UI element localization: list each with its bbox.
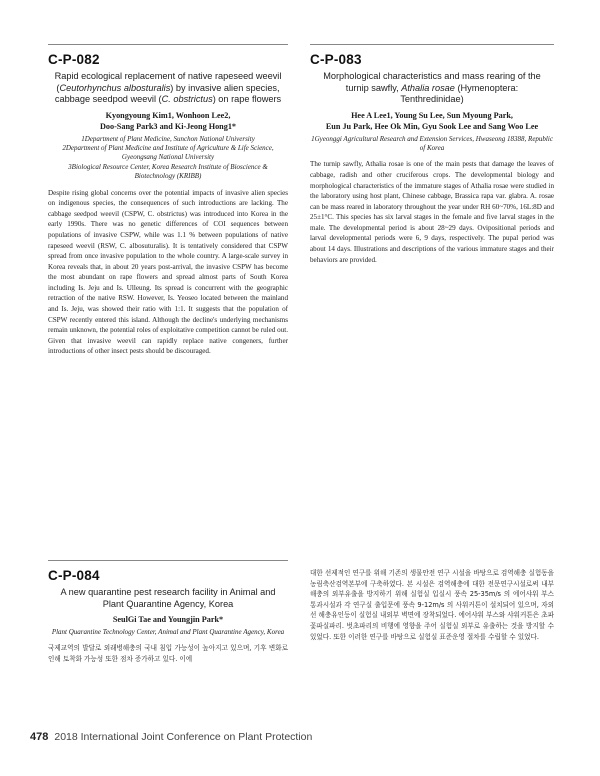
authors-line: Eun Ju Park, Hee Ok Min, Gyu Sook Lee and Sang Woo Lee xyxy=(325,121,539,131)
abstract-body: The turnip sawfly, Athalia rosae is one of the main pests that damage the leaves of cabbage, radish and other cruciferous crops. The developmental biology and morphological characteristics of the immature stages of Athalia rosae were studied in the laboratory using host plant, Chinese cabbage, Brassica rapa var. glabra. A. rosae can be mass reared in laboratory throughout the year under RH 60~70%, 16L:8D and 25±1°C. This species has six larval stages in the female and five larval stages in the male. The developmental period is about 28~29 days. Ovipositional periods and larval developmental periods were 6, 9 days, respectively. The pupal period was about 14 days. Illustrations and descriptions of the various immature stages and their behaviors are provided. xyxy=(310,160,554,264)
title-part-species: Ceutorhynchus albosturalis xyxy=(59,82,171,93)
affiliation: 3Biological Resource Center, Korea Research Institute of Bioscience & Biotechnology (KRIBB) xyxy=(68,162,268,181)
title-part: ) on rape flowers xyxy=(212,94,282,104)
page-number: 478 xyxy=(30,731,49,743)
affiliations xyxy=(48,628,288,637)
abstract-cp083 xyxy=(310,52,554,265)
title-part-species: C. obstrictus xyxy=(161,94,213,104)
affiliations xyxy=(48,135,288,182)
top-rule-left xyxy=(48,44,288,45)
authors-line: SeulGi Tae and Youngjin Park* xyxy=(112,615,224,624)
abstract-cp084-continued xyxy=(310,568,554,642)
affiliation: 2Department of Plant Medicine and Institute of Agriculture & Life Science, Gyeongsang National University xyxy=(62,143,274,162)
abstract-body: Despite rising global concerns over the potential impacts of invasive alien species on indigenous species, the consequences of such introductions are lacking. The cabbage seedpod weevil (CSPW, C. obstrictus) was introduced into Korea in the early 1990s. There was no genetic differences of COI sequences between populations of invasive CSPW, while was 1.1 % between populations of native rapeseed weevil (RSW, C. albosuturalis). It is tentatively considered that CSPW spread from once invasive population to the whole country. A large-scale survey in Korea reveals that, in about 20 years post-arrival, the invasive CSPW has become the most abundant on rape flowers and spread almost parts of South Korea including Is. Jeju and Is. Ulleung. Its spread is concurrent with the geographic retraction of the native RSW. However, Is. Yeoseo located between the mainland and Is. Jeju, was showed their ratio with 1:1. It suggests that the population of CSPW recently entered this island. Although the decline's underlying mechanisms remain unknown, the potential roles of exploitative competition cannot be ruled out. Given that invasive weevil can rapidly replace native congeners, further introductions of other insect pests should be discouraged. xyxy=(48,188,288,356)
abstract-code: C-P-083 xyxy=(310,52,362,67)
abstract-cp082 xyxy=(48,52,288,357)
abstract-title: A new quarantine pest research facility in Animal and Plant Quarantine Agency, Korea xyxy=(60,587,276,609)
title-part: ) by invasive alien species, cabbage seedpod weevil ( xyxy=(54,82,280,104)
affiliations xyxy=(310,135,554,154)
middle-rule xyxy=(48,560,288,561)
authors xyxy=(48,614,288,625)
affiliation: 1Department of Plant Medicine, Sunchon National University xyxy=(81,134,255,143)
page-footer xyxy=(30,731,312,745)
abstract-body-continued: 대한 선제적인 연구를 위해 기존의 생물안전 연구 시설을 바탕으로 검역해충 실험동을 농림축산검역본부에 구축하였다. 본 시설은 검역해충에 대한 전문연구시설로써 내부해충의 외부유출을 방지하기 위해 실험실 입실시 풍속 25-35m/s 의 에어샤워 부스 통과시설과 각 연구실 출입문에 풍속 9-12m/s 의 사워커튼이 설치되어 있으며, 자외선 해충유인등이 실험실 내외부 벽면에 장착되었다. 에어샤워 부스와 샤워커튼은 초파꽃파실파리. 벗초파리의 비행에 영향을 주어 실험실 외부로 유출하는 것을 방지할 수 있었다. 또한 이러한 연구를 바탕으로 실험실 표준운영 절차를 수립할 수 있었다. xyxy=(310,569,554,641)
abstract-title xyxy=(54,71,282,106)
authors xyxy=(310,110,554,132)
affiliation: 1Gyeonggi Agricultural Research and Extension Services, Hwaseong 18388, Republic of Korea xyxy=(311,134,553,152)
affiliation: Plant Quarantine Technology Center, Animal and Plant Quarantine Agency, Korea xyxy=(51,628,285,636)
authors-line: Kyongyoung Kim1, Wonhoon Lee2, xyxy=(105,110,231,120)
title-part: (Hymenoptera: Tenthredinidae) xyxy=(400,82,519,104)
authors xyxy=(48,110,288,132)
footer-text: 2018 International Joint Conference on Plant Protection xyxy=(54,731,313,743)
abstract-body-start: 국제교역의 발달로 외래병해충의 국내 침입 가능성이 높아지고 있으며, 기후 변화로 인해 토착화 가능성 또한 점차 증가하고 있다. 이에 xyxy=(48,644,288,663)
authors-line: Doo-Sang Park3 and Ki-Jeong Hong1* xyxy=(99,121,237,131)
title-part: Morphological characteristics and mass rearing of the turnip sawfly, xyxy=(323,71,541,93)
title-part-species: Athalia rosae xyxy=(401,82,455,93)
abstract-title xyxy=(316,71,548,106)
top-rule-right xyxy=(310,44,554,45)
title-part: Rapid ecological replacement of native rapeseed weevil ( xyxy=(54,71,282,93)
abstract-code: C-P-084 xyxy=(48,568,100,583)
authors-line: Hee A Lee1, Young Su Lee, Sun Myoung Park, xyxy=(351,110,513,120)
abstract-cp084 xyxy=(48,568,288,665)
abstract-code: C-P-082 xyxy=(48,52,100,67)
